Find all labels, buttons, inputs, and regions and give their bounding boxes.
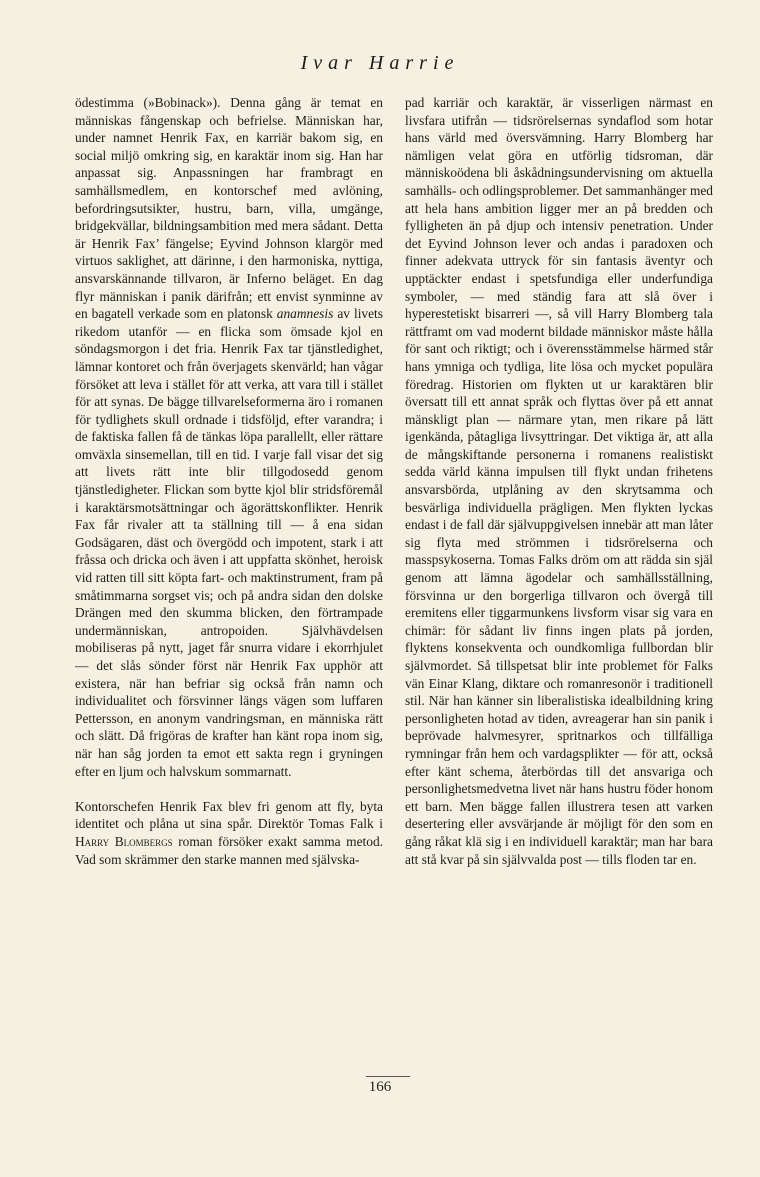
paragraph: Kontorschefen Henrik Fax blev fri genom att fly, byta identitet och plåna ut sina spår. Direktör Tomas Falk i Harry Blombergs roman försöker exakt samma metod. Vad som skrämmer den starke mannen med självska- [75, 798, 383, 867]
paragraph: ödestimma (»Bobinack»). Denna gång är temat en människas fångenskap och befrielse. Människan har, under namnet Henrik Fax, en karriär bakom sig, en social miljö omkring sig, en karaktär inom sig. Han har anpassat sig. Anpassningen har frambragt en samhällsmedlem, en kontorschef med avlöning, befordringsutsikter, hustru, barn, villa, umgänge, bridgekvällar, bildningsambition med mera sådant. Detta är Henrik Fax’ fängelse; Eyvind Johnson klargör med virtuos saklighet, att därinne, i den harmoniska, nyttiga, ansvarskännande tillvaron, är Inferno beläget. En dag flyr människan i panik därifrån; ett envist synminne av en bagatell verkade som en platonsk anamnesis av livets rikedom utanför — en flicka som ömsade kjol en söndagsmorgon i det fria. Henrik Fax tar tjänstledighet, lämnar kontoret och från överjagets skenvärld; han vågar försöket att leva i stället för att verka, att vara till i stället för att synas. De bägge tillvarelseformerna äro i romanen för tydlighets skull ordnade i tidsföljd, efter varandra; i de faktiska fallen få de tänkas löpa parallellt, eller rättare omväxla sinsemellan, till en tid. I varje fall visar det sig att livets rätt inte blir tillgodosedd genom tjänstledigheter. Flickan som bytte kjol blir stridsföremål i karaktärsmotsättningar och ägorättskonflikter. Henrik Fax får rivaler att ta ställning till — å ena sidan Godsägaren, däst och övergödd och impotent, stark i att fråssa och dricka och även i att uppfatta skönhet, heroisk vid ratten till sitt köpta fart- och maktinstrument, fram på småtimmarna sorgset vis; och på andra sidan den dolske Drängen med den skumma blicken, den förtrampade undermänniskan, antropoiden. Självhävdelsen mobiliseras på nytt, jaget får snurra vidare i ekorrhjulet — det slås sönder först när Henrik Fax upphör att existera, när han befriar sig också från namn och individualitet och försvinner längs vägen som luffaren Pettersson, en anonym vandringsman, en människa rätt och slätt. Då frigöras de krafter han känt ropa inom sig, när han såg jorden ta emot ett sakta regn i gryningen efter en ljum och halvskum sommarnatt. [75, 95, 383, 779]
text-column-right [405, 94, 713, 868]
page-number: 166 [368, 1079, 392, 1095]
author-name: Harry Blombergs [75, 833, 173, 849]
running-title: Ivar Harrie [300, 52, 460, 74]
emphasized-term: anamnesis [276, 306, 334, 322]
paragraph: pad karriär och karaktär, är visserligen närmast en livsfara utifrån — tidsrörelsernas syndaflod som hotar hans värld med översvämning. Harry Blomberg har nämligen velat göra en utförlig tidsroman, där människoödena bli åskådningsundervisning om aktuella samhälls- och odlingsproblemer. Det sammanhänger med att hela hans ambition ligger mer an på bredden och fylligheten än på djup och intensiv penetration. Under det Eyvind Johnson lever och andas i paradoxen och finner adekvata uttryck för sin fantasis äventyr och upptäckter endast i spetsfundiga eller underfundiga symboler, — med ständig fara att slå över i hyperestetiskt bisarreri —, så vill Harry Blomberg tala rättframt om vad modernt bildade människor måste hålla för sant och riktigt; och i överensstämmelse härmed står hans ymniga och tydliga, lite lösa och mycket populära föredrag. Historien om flykten ut ur karaktären blir översatt till ett annat språk och flyttas över på ett annat mänskligt plan — närmare ytan, men rikare på lätt igenkända, påtagliga livsyttringar. Det viktiga är, att alla de mångskiftande personerna i romanens realistiskt sedda värld känna impulsen till flykt undan frihetens ansvarsbörda, utplåning av den skrytsamma och besvärliga individuella prägligen. Men flykten lyckas endast i de fall där självuppgivelsen innebär att man låter sig flyta med strömmen i tidsrörelserna och masspsykoserna. Tomas Falks dröm om att rädda sin själ genom att lämna ägodelar och samhällsställning, försvinna ur den borgerliga tillvaron och övergå till eremitens eller tiggarmunkens livsform visar sig vara en chimär: för sådant liv finns ingen plats på jorden, flyktens konsekventa och oundkomliga fullbordan blir självmordet. Så tillspetsat blir inte problemet för Falks vän Einar Klang, diktare och romanresonör i traditionell stil. När han känner sin liberalistiska idealbildning kring personligheten hotad av tiden, avreagerar han sin panik i beprövade halvmesyrer, spritnarkos och tillfälliga rymningar från hem och vardagsplikter — för att, också efter känt schema, återbördas till det ansvariga och personlighetsmedvetna livet när hans hustru föder honom ett barn. Men bägge fallen illustrera tesen att varken desertering eller avsvärjande är möjligt för den som en gång råkat klä sig i en individuell karaktär; man har bara att stå kvar på sin självvalda post — tills floden tar en. [405, 95, 713, 867]
text-column-left [75, 94, 383, 868]
folio-rule [366, 1076, 410, 1077]
